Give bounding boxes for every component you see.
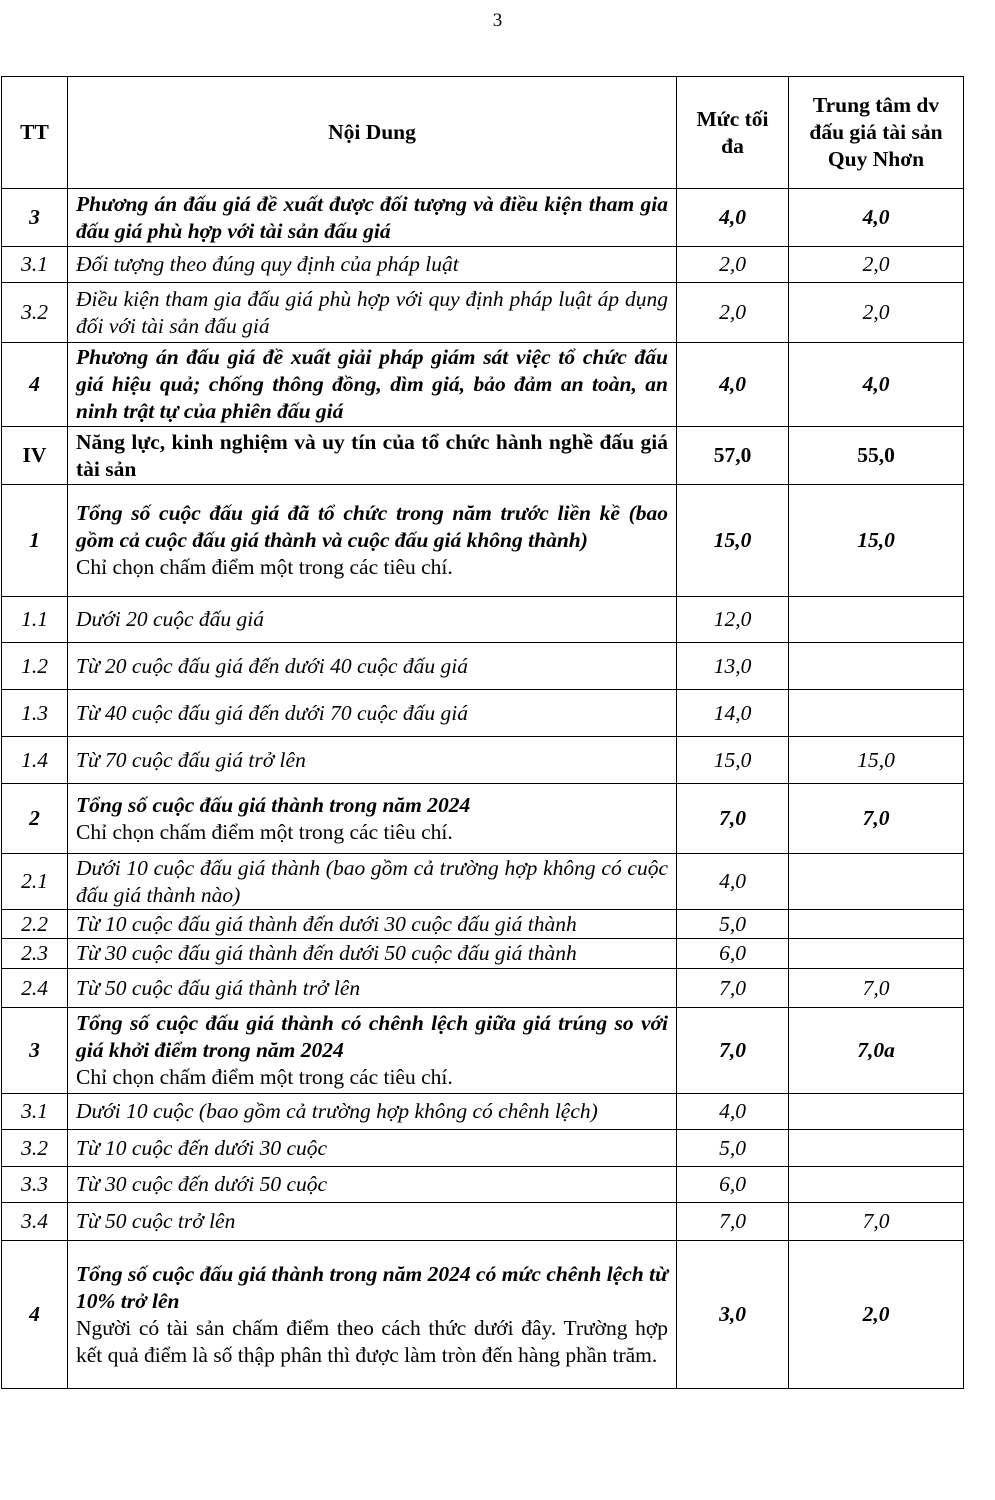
row-tt: IV [2,427,68,485]
row-score: 2,0 [789,283,964,343]
table-row [2,283,964,343]
row-content: Từ 70 cuộc đấu giá trở lên [68,737,677,784]
row-score: 2,0 [789,1241,964,1389]
table-row [2,1167,964,1203]
row-score: 7,0 [789,969,964,1008]
row-max: 7,0 [677,969,789,1008]
row-tt: 2.4 [2,969,68,1008]
row-max: 2,0 [677,283,789,343]
row-max: 15,0 [677,737,789,784]
table-row [2,969,964,1008]
row-content: Từ 50 cuộc trở lên [68,1203,677,1241]
row-max: 4,0 [677,343,789,427]
row-max: 6,0 [677,1167,789,1203]
table-row [2,597,964,643]
row-content: Từ 30 cuộc đấu giá thành đến dưới 50 cuộc đấu giá thành [68,939,677,969]
row-max: 14,0 [677,690,789,737]
row-max: 7,0 [677,784,789,854]
table-row [2,1241,964,1389]
row-score [789,690,964,737]
row-content: Năng lực, kinh nghiệm và uy tín của tổ chức hành nghề đấu giá tài sản [68,427,677,485]
row-score [789,939,964,969]
header-center: Trung tâm dv đấu giá tài sản Quy Nhơn [789,77,964,189]
row-tt: 2.1 [2,854,68,910]
row-score [789,1094,964,1130]
row-note: Người có tài sản chấm điểm theo cách thức dưới đây. Trường hợp kết quả điểm là số thập phân thì được làm tròn đến hàng phần trăm. [76,1315,668,1367]
row-tt: 3.2 [2,1130,68,1167]
row-max: 7,0 [677,1008,789,1094]
row-tt: 3.3 [2,1167,68,1203]
row-tt: 1.2 [2,643,68,690]
row-max: 5,0 [677,910,789,939]
row-score [789,1130,964,1167]
row-score [789,1167,964,1203]
row-title: Tổng số cuộc đấu giá thành trong năm 2024 có mức chênh lệch từ 10% trở lên [76,1261,668,1313]
table-row [2,784,964,854]
table-row [2,427,964,485]
row-max: 4,0 [677,189,789,247]
row-title: Tổng số cuộc đấu giá thành trong năm 2024 [76,792,471,817]
row-score: 15,0 [789,737,964,784]
table-row [2,1008,964,1094]
row-tt: 3 [2,1008,68,1094]
table-row [2,189,964,247]
row-title: Tổng số cuộc đấu giá thành có chênh lệch giữa giá trúng so với giá khởi điểm trong năm 2024 [76,1011,668,1062]
table-row [2,910,964,939]
row-score [789,643,964,690]
row-max: 15,0 [677,485,789,597]
row-content: Dưới 10 cuộc đấu giá thành (bao gồm cả trường hợp không có cuộc đấu giá thành nào) [68,854,677,910]
row-score: 55,0 [789,427,964,485]
table-row [2,485,964,597]
row-max: 2,0 [677,247,789,283]
row-note: Chỉ chọn chấm điểm một trong các tiêu chí. [76,1065,453,1089]
row-content: Từ 50 cuộc đấu giá thành trở lên [68,969,677,1008]
row-note: Chỉ chọn chấm điểm một trong các tiêu chí. [76,555,453,579]
row-max: 4,0 [677,1094,789,1130]
row-content [68,1241,677,1389]
row-tt: 2.3 [2,939,68,969]
table-row [2,854,964,910]
row-content [68,485,677,597]
row-content: Từ 10 cuộc đấu giá thành đến dưới 30 cuộc đấu giá thành [68,910,677,939]
row-score [789,854,964,910]
table-row [2,343,964,427]
row-title: Tổng số cuộc đấu giá đã tổ chức trong năm trước liền kề (bao gồm cả cuộc đấu giá thành và cuộc đấu giá không thành) [76,501,668,552]
row-max: 4,0 [677,854,789,910]
page-number: 3 [492,10,503,31]
row-tt: 2.2 [2,910,68,939]
table-row [2,690,964,737]
row-content [68,784,677,854]
header-tt: TT [2,77,68,189]
table-row [2,737,964,784]
row-score: 7,0a [789,1008,964,1094]
row-score: 4,0 [789,189,964,247]
row-max: 6,0 [677,939,789,969]
row-content: Dưới 10 cuộc (bao gồm cả trường hợp không có chênh lệch) [68,1094,677,1130]
row-content: Từ 10 cuộc đến dưới 30 cuộc [68,1130,677,1167]
row-score: 15,0 [789,485,964,597]
row-content: Từ 40 cuộc đấu giá đến dưới 70 cuộc đấu giá [68,690,677,737]
row-tt: 1 [2,485,68,597]
row-tt: 1.4 [2,737,68,784]
row-content: Phương án đấu giá đề xuất giải pháp giám sát việc tổ chức đấu giá hiệu quả; chống thông đồng, dìm giá, bảo đảm an toàn, an ninh trật tự của phiên đấu giá [68,343,677,427]
row-score [789,597,964,643]
scoring-table [1,76,964,1389]
row-tt: 3.1 [2,1094,68,1130]
row-content: Phương án đấu giá đề xuất được đối tượng và điều kiện tham gia đấu giá phù hợp với tài sản đấu giá [68,189,677,247]
row-content: Từ 20 cuộc đấu giá đến dưới 40 cuộc đấu giá [68,643,677,690]
row-tt: 1.1 [2,597,68,643]
header-max: Mức tối đa [677,77,789,189]
row-score: 7,0 [789,784,964,854]
row-max: 57,0 [677,427,789,485]
table-row [2,1094,964,1130]
row-content [68,1008,677,1094]
table-row [2,247,964,283]
row-tt: 3.2 [2,283,68,343]
row-note: Chỉ chọn chấm điểm một trong các tiêu chí. [76,819,453,844]
table-row [2,643,964,690]
row-max: 13,0 [677,643,789,690]
row-content: Dưới 20 cuộc đấu giá [68,597,677,643]
row-score: 2,0 [789,247,964,283]
row-tt: 4 [2,1241,68,1389]
row-score: 4,0 [789,343,964,427]
row-max: 3,0 [677,1241,789,1389]
row-max: 5,0 [677,1130,789,1167]
row-score [789,910,964,939]
row-tt: 4 [2,343,68,427]
header-content: Nội Dung [68,77,677,189]
table-row [2,1130,964,1167]
row-tt: 1.3 [2,690,68,737]
table-header-row [2,77,964,189]
row-tt: 3.1 [2,247,68,283]
row-score: 7,0 [789,1203,964,1241]
row-max: 12,0 [677,597,789,643]
row-content: Từ 30 cuộc đến dưới 50 cuộc [68,1167,677,1203]
row-tt: 3.4 [2,1203,68,1241]
row-content: Đối tượng theo đúng quy định của pháp luật [68,247,677,283]
row-content: Điều kiện tham gia đấu giá phù hợp với quy định pháp luật áp dụng đối với tài sản đấu giá [68,283,677,343]
row-max: 7,0 [677,1203,789,1241]
table-row [2,1203,964,1241]
table-row [2,939,964,969]
row-tt: 3 [2,189,68,247]
row-tt: 2 [2,784,68,854]
